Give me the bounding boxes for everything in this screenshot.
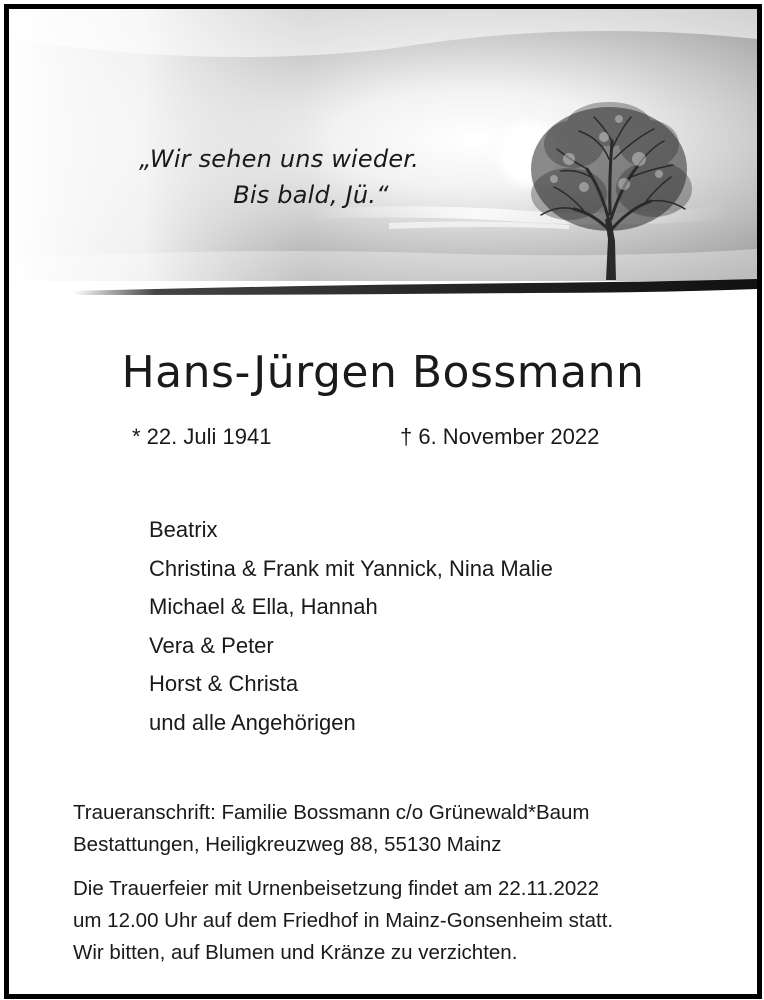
- mourner-entry: Michael & Ella, Hannah: [149, 594, 378, 619]
- birth-date: * 22. Juli 1941: [132, 424, 272, 449]
- mourner-entry: und alle Angehörigen: [149, 709, 356, 735]
- ceremony-line-3: Wir bitten, auf Blumen und Kränze zu verzichten.: [73, 941, 518, 964]
- mourner-entry: Vera & Peter: [149, 632, 274, 658]
- address-line-2: Bestattungen, Heiligkreuzweg 88, 55130 Mainz: [73, 833, 502, 856]
- ceremony-notice: [73, 873, 613, 969]
- address-line-1: Traueranschrift: Familie Bossmann c/o Grünewald*Baum: [73, 801, 590, 824]
- mourning-address: [73, 797, 590, 861]
- quote-line-2: Bis bald, Jü.“: [233, 181, 389, 209]
- death-date: † 6. November 2022: [400, 424, 600, 449]
- mourner-entry: Horst & Christa: [149, 671, 299, 696]
- deceased-name: Hans-Jürgen Bossmann: [121, 347, 645, 398]
- mourner-entry: Christina & Frank mit Yannick, Nina Malie: [149, 555, 553, 581]
- ceremony-line-1: Die Trauerfeier mit Urnenbeisetzung findet am 22.11.2022: [73, 877, 600, 900]
- mourner-entry: Beatrix: [149, 517, 218, 542]
- ceremony-line-2: um 12.00 Uhr auf dem Friedhof in Mainz-Gonsenheim statt.: [73, 909, 614, 932]
- obituary-frame: [4, 4, 762, 999]
- memorial-quote: [89, 141, 469, 213]
- quote-line-1: „Wir sehen uns wieder.: [139, 145, 419, 173]
- mourners-list: [149, 511, 553, 742]
